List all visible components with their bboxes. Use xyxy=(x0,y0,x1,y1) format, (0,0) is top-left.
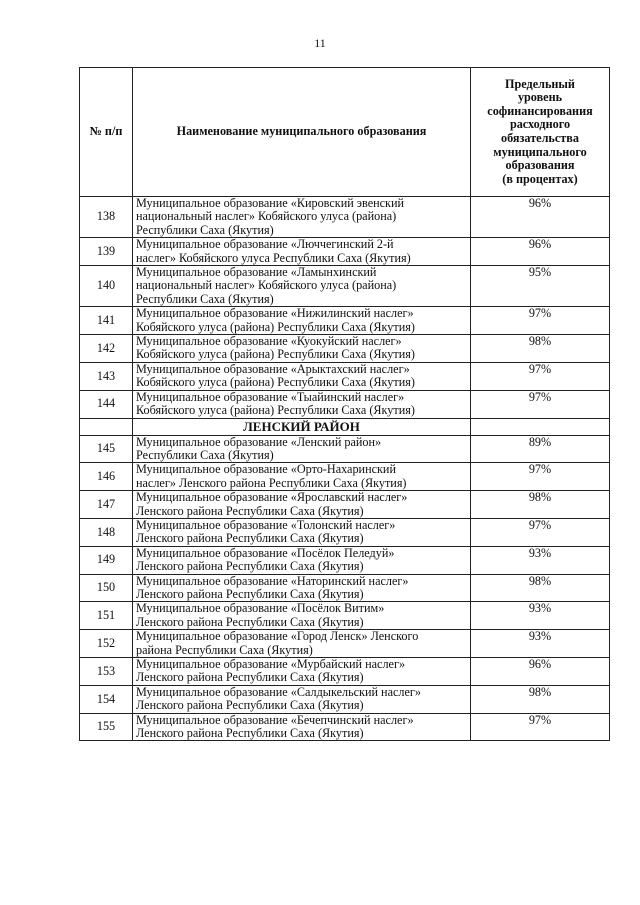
municipality-name-line: Ленского района Республики Саха (Якутия) xyxy=(136,586,364,601)
municipal-cofinancing-table xyxy=(79,67,610,741)
table-row xyxy=(80,713,610,741)
municipality-name-line: Кобяйского улуса (района) Республики Саха (Якутия) xyxy=(136,403,415,418)
header-pct-line: муниципального xyxy=(493,144,587,159)
municipality-name-line: национальный наслег» Кобяйского улуса (района) xyxy=(136,209,397,224)
municipality-name xyxy=(133,238,471,266)
row-number: 138 xyxy=(80,197,133,238)
cofinancing-percent: 95% xyxy=(471,266,610,307)
section-empty-cell xyxy=(80,418,133,435)
municipality-name-line: Ленского района Республики Саха (Якутия) xyxy=(136,614,364,629)
table-row xyxy=(80,307,610,335)
row-number: 141 xyxy=(80,307,133,335)
cofinancing-percent: 98% xyxy=(471,335,610,363)
cofinancing-percent: 93% xyxy=(471,630,610,658)
municipality-name-line: Муниципальное образование «Ярославский наслег» xyxy=(136,490,408,505)
municipality-name-line: Муниципальное образование «Арыктахский наслег» xyxy=(136,361,410,376)
row-number: 143 xyxy=(80,362,133,390)
municipality-name-line: Ленского района Республики Саха (Якутия) xyxy=(136,503,364,518)
municipality-name-line: Республики Саха (Якутия) xyxy=(136,222,274,237)
municipality-name-line: Республики Саха (Якутия) xyxy=(136,447,274,462)
header-cofinancing-level xyxy=(471,68,610,197)
cofinancing-percent: 97% xyxy=(471,362,610,390)
section-empty-cell xyxy=(471,418,610,435)
municipality-name-line: Муниципальное образование «Салдыкельский наслег» xyxy=(136,684,421,699)
municipality-name xyxy=(133,518,471,546)
municipality-name-line: Муниципальное образование «Ламынхинский xyxy=(136,265,377,280)
cofinancing-percent: 97% xyxy=(471,307,610,335)
row-number: 150 xyxy=(80,574,133,602)
header-pct-line: софинансирования xyxy=(487,103,593,118)
row-number: 154 xyxy=(80,685,133,713)
cofinancing-percent: 96% xyxy=(471,658,610,686)
municipality-name-line: Муниципальное образование «Толонский наслег» xyxy=(136,517,396,532)
table-header-row xyxy=(80,68,610,197)
municipality-name-line: Муниципальное образование «Куокуйский наслег» xyxy=(136,334,402,349)
table-row xyxy=(80,602,610,630)
municipality-name-line: Муниципальное образование «Кировский эвенский xyxy=(136,196,405,210)
municipality-name-line: Муниципальное образование «Посёлок Витим» xyxy=(136,601,385,616)
row-number: 149 xyxy=(80,546,133,574)
table-row xyxy=(80,390,610,418)
row-number: 139 xyxy=(80,238,133,266)
municipality-name xyxy=(133,546,471,574)
municipality-name-line: Муниципальное образование «Наторинский наслег» xyxy=(136,573,409,588)
municipality-name xyxy=(133,307,471,335)
cofinancing-percent: 96% xyxy=(471,197,610,238)
municipality-name xyxy=(133,602,471,630)
row-number: 146 xyxy=(80,463,133,491)
table-row xyxy=(80,238,610,266)
row-number: 140 xyxy=(80,266,133,307)
municipality-name xyxy=(133,574,471,602)
page-number: 11 xyxy=(314,36,326,50)
header-pct-line: расходного xyxy=(509,117,571,132)
municipality-name-line: Кобяйского улуса (района) Республики Саха (Якутия) xyxy=(136,319,415,334)
row-number: 151 xyxy=(80,602,133,630)
municipality-name xyxy=(133,713,471,741)
row-number: 152 xyxy=(80,630,133,658)
municipality-name-line: Кобяйского улуса (района) Республики Саха (Якутия) xyxy=(136,347,415,362)
municipality-name xyxy=(133,658,471,686)
municipality-name-line: Муниципальное образование «Посёлок Пеледуй» xyxy=(136,545,395,560)
table-row xyxy=(80,574,610,602)
municipality-name-line: национальный наслег» Кобяйского улуса (района) xyxy=(136,278,397,293)
municipality-name-line: Ленского района Республики Саха (Якутия) xyxy=(136,559,364,574)
table-row xyxy=(80,266,610,307)
section-title: ЛЕНСКИЙ РАЙОН xyxy=(133,418,471,435)
header-pct-line: обязательства xyxy=(501,131,579,145)
municipality-name xyxy=(133,362,471,390)
row-number: 147 xyxy=(80,491,133,519)
cofinancing-percent: 97% xyxy=(471,518,610,546)
municipality-name-line: Муниципальное образование «Город Ленск» Ленского xyxy=(136,629,419,644)
header-pct-line: образования xyxy=(505,158,575,173)
municipality-name xyxy=(133,491,471,519)
cofinancing-percent: 97% xyxy=(471,713,610,741)
municipality-name-line: Ленского района Республики Саха (Якутия) xyxy=(136,670,364,685)
municipality-name-line: Муниципальное образование «Нижилинский наслег» xyxy=(136,306,414,321)
table-row xyxy=(80,491,610,519)
municipality-name xyxy=(133,390,471,418)
municipality-name-line: Ленского района Республики Саха (Якутия) xyxy=(136,698,364,713)
header-pct-line: Предельный xyxy=(505,76,575,91)
municipality-name xyxy=(133,435,471,463)
municipality-name-line: Муниципальное образование «Люччегинский 2-й xyxy=(136,237,394,252)
municipality-name-line: района Республики Саха (Якутия) xyxy=(136,642,313,657)
municipality-name-line: Кобяйского улуса (района) Республики Саха (Якутия) xyxy=(136,375,415,390)
municipality-name xyxy=(133,335,471,363)
cofinancing-percent: 97% xyxy=(471,463,610,491)
cofinancing-percent: 98% xyxy=(471,491,610,519)
municipality-name-line: наслег» Кобяйского улуса Республики Саха (Якутия) xyxy=(136,250,411,265)
cofinancing-percent: 98% xyxy=(471,574,610,602)
cofinancing-percent: 93% xyxy=(471,546,610,574)
table-row xyxy=(80,463,610,491)
row-number: 148 xyxy=(80,518,133,546)
table-body xyxy=(80,197,610,741)
cofinancing-percent: 97% xyxy=(471,390,610,418)
row-number: 142 xyxy=(80,335,133,363)
municipality-name xyxy=(133,197,471,238)
municipality-name xyxy=(133,266,471,307)
table-row xyxy=(80,335,610,363)
municipality-name-line: Муниципальное образование «Орто-Нахаринский xyxy=(136,462,396,477)
municipality-name xyxy=(133,685,471,713)
row-number: 153 xyxy=(80,658,133,686)
cofinancing-percent: 89% xyxy=(471,435,610,463)
table-row xyxy=(80,518,610,546)
cofinancing-percent: 96% xyxy=(471,238,610,266)
cofinancing-percent: 93% xyxy=(471,602,610,630)
row-number: 155 xyxy=(80,713,133,741)
row-number: 144 xyxy=(80,390,133,418)
municipality-name-line: Ленского района Республики Саха (Якутия) xyxy=(136,531,364,546)
municipality-name-line: Муниципальное образование «Ленский район» xyxy=(136,434,382,449)
table-row xyxy=(80,658,610,686)
municipality-name-line: Муниципальное образование «Бечепчинский наслег» xyxy=(136,712,414,727)
municipality-name-line: Муниципальное образование «Тыайинский наслег» xyxy=(136,389,405,404)
section-row xyxy=(80,418,610,435)
municipality-name xyxy=(133,630,471,658)
municipality-name xyxy=(133,463,471,491)
table-row xyxy=(80,630,610,658)
header-pct-line: уровень xyxy=(517,90,563,105)
municipality-name-line: Республики Саха (Якутия) xyxy=(136,291,274,306)
table-row xyxy=(80,197,610,238)
header-number: № п/п xyxy=(80,68,133,197)
header-pct-line: (в процентах) xyxy=(502,171,578,186)
table-row xyxy=(80,362,610,390)
municipality-name-line: Ленского района Республики Саха (Якутия) xyxy=(136,726,364,741)
municipality-name-line: наслег» Ленского района Республики Саха (Якутия) xyxy=(136,475,407,490)
table-row xyxy=(80,435,610,463)
table-row xyxy=(80,546,610,574)
municipality-name-line: Муниципальное образование «Мурбайский наслег» xyxy=(136,657,406,671)
row-number: 145 xyxy=(80,435,133,463)
table-row xyxy=(80,685,610,713)
cofinancing-percent: 98% xyxy=(471,685,610,713)
header-municipality-name: Наименование муниципального образования xyxy=(133,68,471,197)
